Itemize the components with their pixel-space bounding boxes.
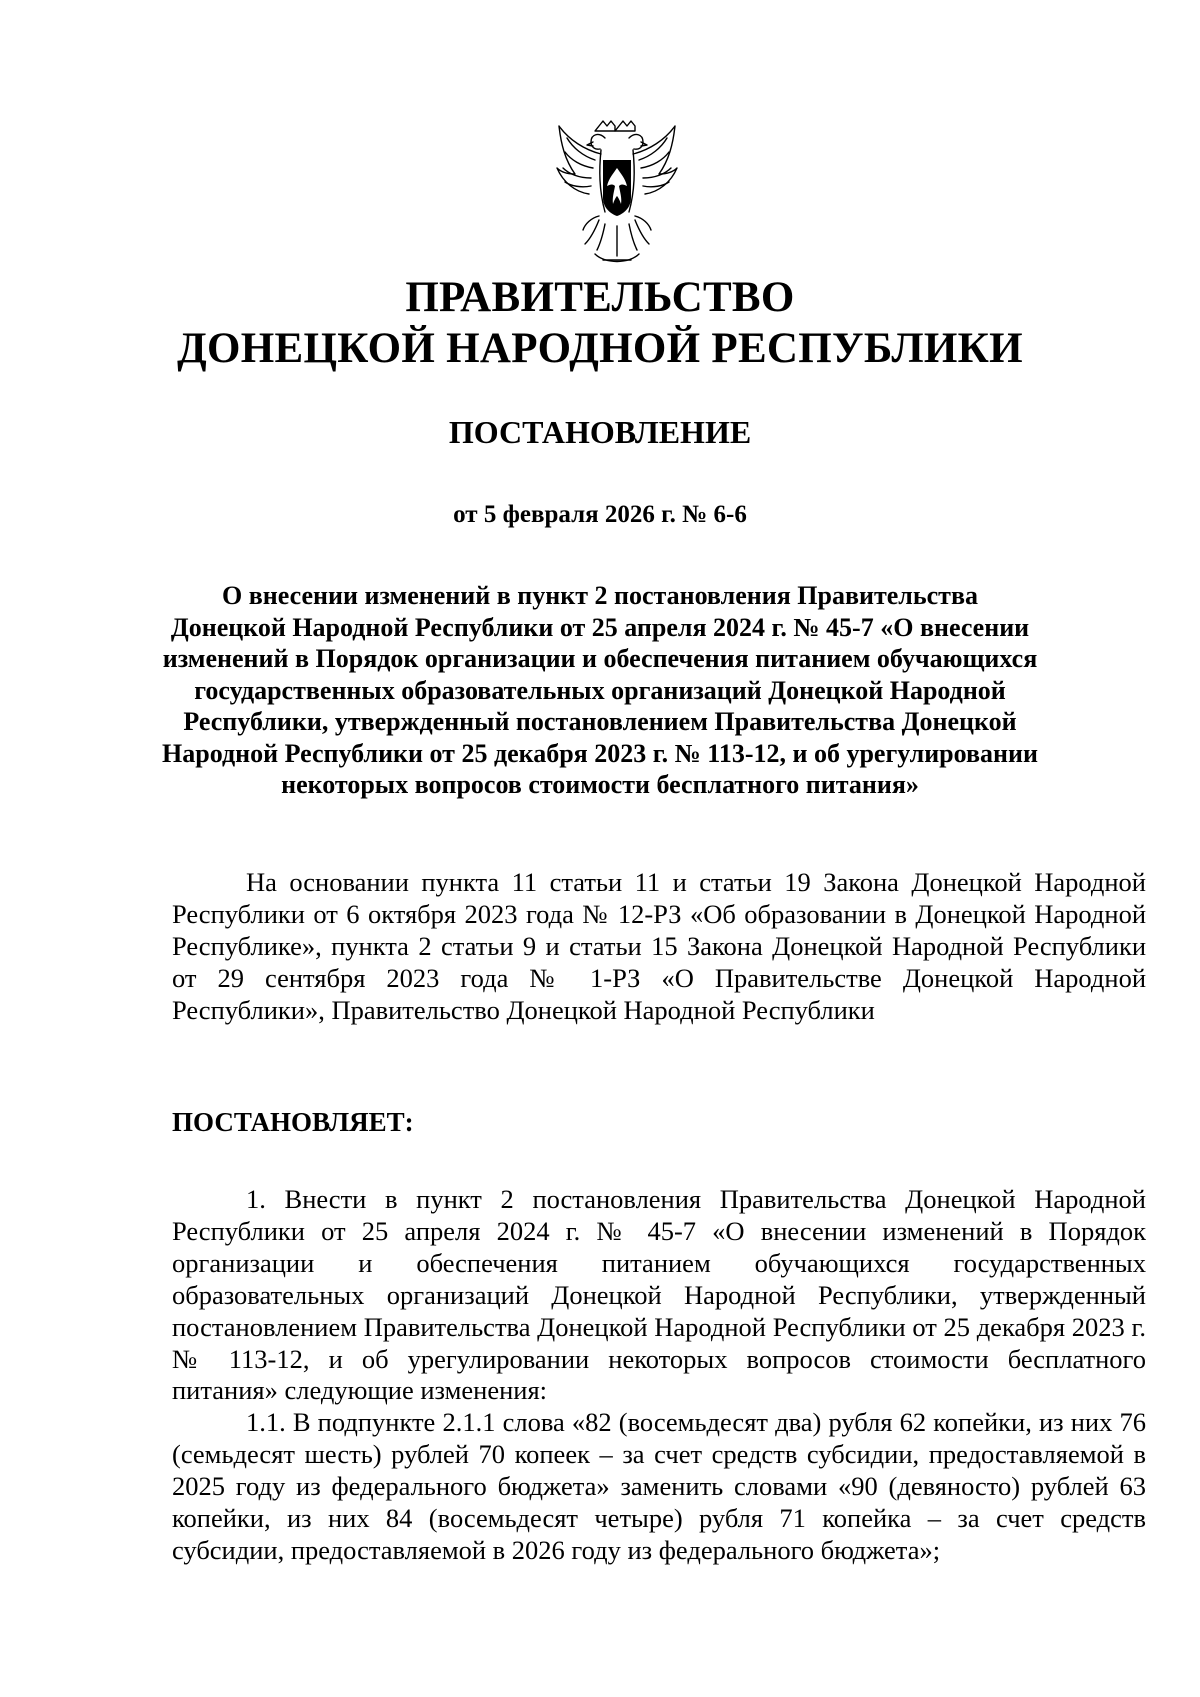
document-date-number: от 5 февраля 2026 г. № 6-6: [453, 501, 747, 528]
item-1-paragraph: 1. Внести в пункт 2 постановления Правительства Донецкой Народной Республики от 25 апреля 2024 г. № 45-7 «О внесении изменений в Порядок организации и обеспечения питанием обучающихся государственных образовательных организаций Донецкой Народной Республики, утвержденный постановлением Правительства Донецкой Народной Республики от 25 декабря 2023 г. № 113-12, и об урегулировании некоторых вопросов стоимости бесплатного питания» следующие изменения:: [172, 1184, 1146, 1406]
government-title-line-2: ДОНЕЦКОЙ НАРОДНОЙ РЕСПУБЛИКИ: [177, 325, 1023, 372]
item-1-1-paragraph: 1.1. В подпункте 2.1.1 слова «82 (восемьдесят два) рубля 62 копейки, из них 76 (семьдесят шесть) рублей 70 копеек – за счет средств субсидии, предоставляемой в 2025 году из федерального бюджета» заменить словами «90 (девяносто) рублей 63 копейки, из них 84 (восемьдесят четыре) рубля 71 копейка – за счет средств субсидии, предоставляемой в 2026 году из федерального бюджета»;: [172, 1407, 1146, 1565]
subject-line: Донецкой Народной Республики от 25 апреля 2024 г. № 45-7 «О внесении: [170, 612, 1030, 642]
resolves-heading: ПОСТАНОВЛЯЕТ:: [172, 1107, 414, 1137]
document-type: ПОСТАНОВЛЕНИЕ: [448, 414, 752, 450]
legal-basis: [172, 867, 1146, 1027]
subject-line: изменений в Порядок организации и обеспечения питанием обучающихся: [162, 644, 1038, 673]
government-title-line-1: ПРАВИТЕЛЬСТВО: [405, 274, 795, 321]
coat-of-arms-emblem: [555, 120, 679, 268]
document-subject: [150, 580, 1050, 801]
subject-line: Республики, утвержденный постановлением Правительства Донецкой: [183, 707, 1017, 736]
subject-line: Народной Республики от 25 декабря 2023 г. № 113-12, и об урегулировании: [162, 738, 1038, 768]
government-title: [0, 272, 1200, 374]
subject-line: О внесении изменений в пункт 2 постановления Правительства: [222, 581, 978, 610]
subject-line: некоторых вопросов стоимости бесплатного питания»: [281, 770, 919, 799]
resolution-items: [172, 1184, 1146, 1567]
subject-line: государственных образовательных организаций Донецкой Народной: [194, 675, 1006, 705]
legal-basis-paragraph: На основании пункта 11 статьи 11 и статьи 19 Закона Донецкой Народной Республики от 6 октября 2023 года № 12-РЗ «Об образовании в Донецкой Народной Республике», пункта 2 статьи 9 и статьи 15 Закона Донецкой Народной Республики от 29 сентября 2023 года № 1-РЗ «О Правительстве Донецкой Народной Республики», Правительство Донецкой Народной Республики: [172, 867, 1146, 1025]
